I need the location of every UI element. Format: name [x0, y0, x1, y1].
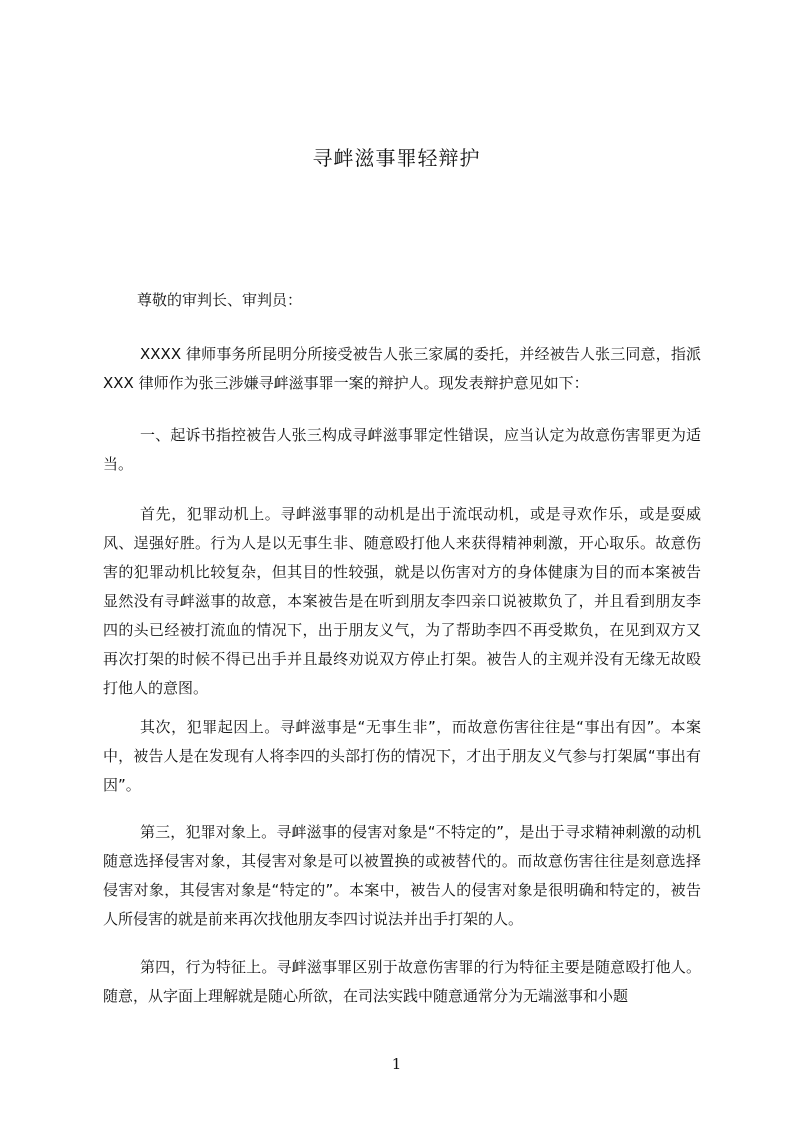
paragraph-target: 第三，犯罪对象上。寻衅滋事的侵害对象是“不特定的”，是出于寻求精神刺激的动机随意选择侵害对象，其侵害对象是可以被置换的或被替代的。而故意伤害往往是刻意选择侵害对象，其侵害对象是“特定的”。本案中，被告人的侵害对象是很明确和特定的，被告人所侵害的就是前来再次找他朋友李四讨说法并出手打架的人。 [103, 823, 701, 928]
page-number: 1 [391, 1055, 402, 1073]
paragraph-behavior: 第四，行为特征上。寻衅滋事罪区别于故意伤害罪的行为特征主要是随意殴打他人。随意，从字面上理解就是随心所欲，在司法实践中随意通常分为无端滋事和小题 [103, 958, 701, 1005]
document-title: 寻衅滋事罪轻辩护 [312, 146, 481, 170]
paragraph-point-one: 一、起诉书指控被告人张三构成寻衅滋事罪定性错误，应当认定为故意伤害罪更为适当。 [103, 426, 701, 473]
paragraph-cause: 其次，犯罪起因上。寻衅滋事是“无事生非”，而故意伤害往往是“事出有因”。本案中，被告人是在发现有人将李四的头部打伤的情况下，才出于朋友义气参与打架属“事出有因”。 [103, 718, 701, 794]
salutation: 尊敬的审判长、审判员： [137, 291, 303, 309]
paragraph-intro: XXXX 律师事务所昆明分所接受被告人张三家属的委托，并经被告人张三同意，指派 XXX 律师作为张三涉嫌寻衅滋事罪一案的辩护人。现发表辩护意见如下： [103, 345, 701, 392]
paragraph-motive: 首先，犯罪动机上。寻衅滋事罪的动机是出于流氓动机，或是寻欢作乐，或是耍威风、逞强好胜。行为人是以无事生非、随意殴打他人来获得精神刺激，开心取乐。故意伤害的犯罪动机比较复杂，但其目的性较强，就是以伤害对方的身体健康为目的而本案被告显然没有寻衅滋事的故意，本案被告是在听到朋友李四亲口说被欺负了，并且看到朋友李四的头已经被打流血的情况下，出于朋友义气，为了帮助李四不再受欺负，在见到双方又再次打架的时候不得已出手并且最终劝说双方停止打架。被告人的主观并没有无缘无故殴打他人的意图。 [103, 505, 701, 697]
